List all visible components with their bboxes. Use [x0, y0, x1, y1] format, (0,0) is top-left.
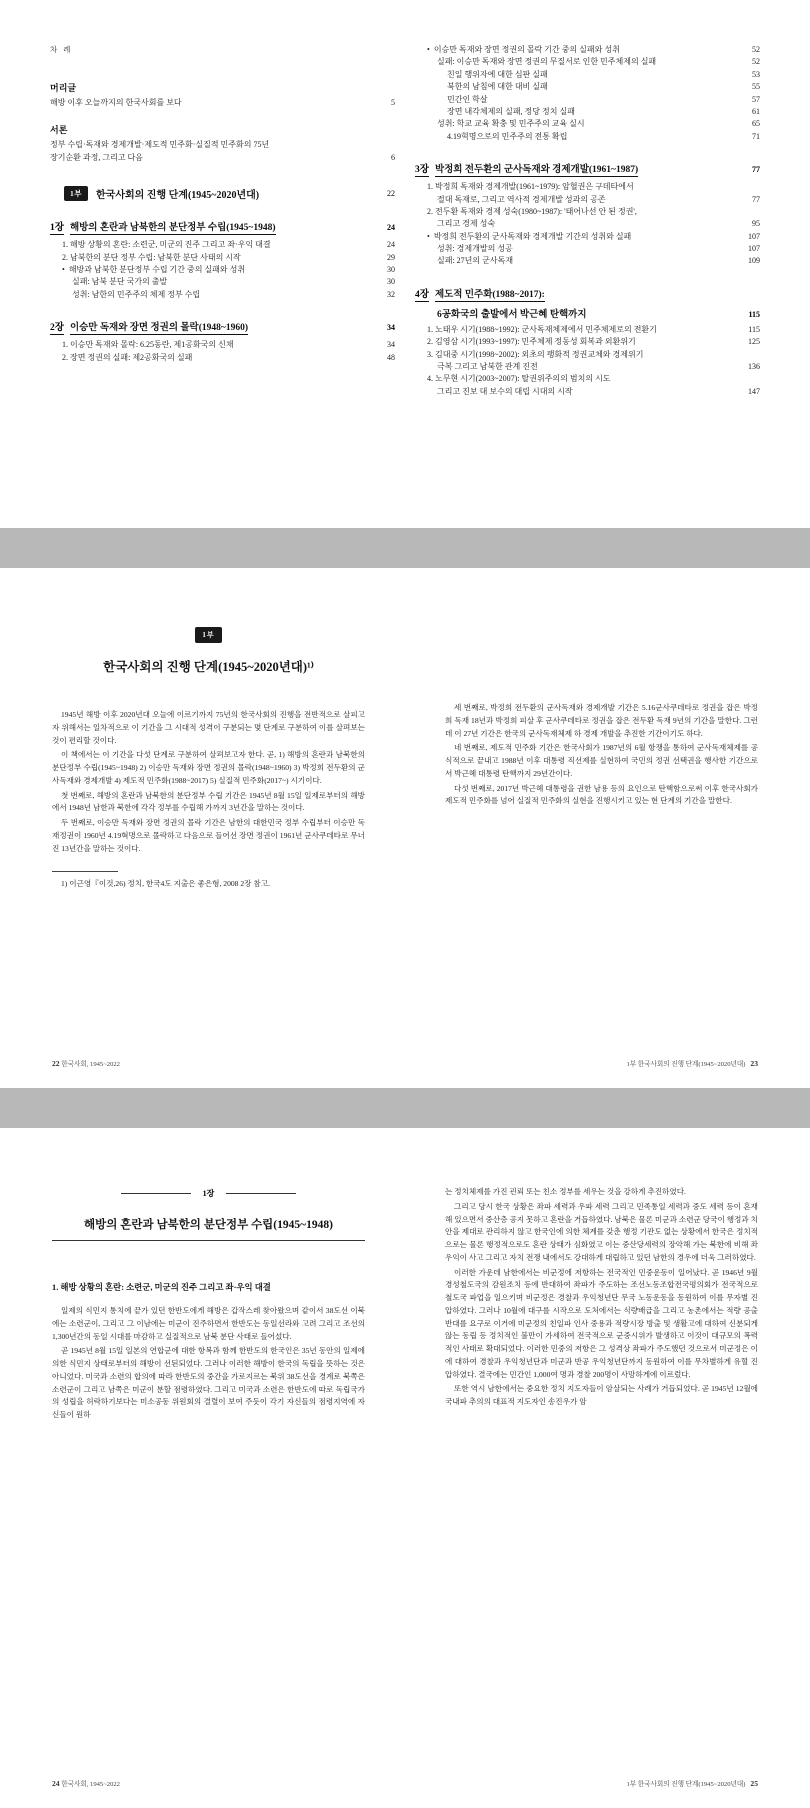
toc-chapter-head[interactable] [415, 286, 760, 302]
chapter-title: 해방의 혼란과 남북한의 분단정부 수립(1945~1948) [84, 1219, 333, 1231]
toc-entry[interactable] [415, 349, 760, 361]
page-title: 한국사회의 진행 단계(1945~2020년대)¹⁾ [103, 660, 314, 674]
toc-entry-page: 71 [752, 131, 760, 141]
toc-entry-page: 34 [387, 340, 395, 350]
toc-entry-page: 107 [748, 244, 760, 254]
toc-entry-label: 정부 수립·독재와 경제개발·제도적 민주화·실질적 민주화의 75년 [50, 140, 270, 150]
body-paragraph: 첫 번째로, 해방의 혼란과 남북한의 분단정부 수립 기간은 1945년 8월 15일 일제로부터의 해방에서 1948년 남한과 북한에 각각 정부를 수립해 가까지 3년간을 말하는 것이다. [52, 790, 365, 813]
toc-entry-label: 해방 이후 오늘까지의 한국사회를 보다 [50, 98, 182, 107]
toc-entry[interactable] [415, 336, 760, 348]
part-page: 22 [387, 189, 395, 199]
chapter-mark [52, 1184, 365, 1202]
toc-entry-label: 실패: 이승만 독재와 장면 정권의 무질서로 인한 민주체제의 실패 [437, 57, 657, 67]
toc-entry[interactable] [415, 81, 760, 93]
chapter-rule-right [226, 1193, 296, 1194]
toc-chapter-subtitle-row[interactable] [415, 306, 760, 320]
body-paragraph: 1945년 해방 이후 2020년대 오늘에 이르기까지 75년의 한국사회의 진행을 전반적으로 살피고자 위해서는 일차적으로 이 기간을 그 시대적 성격이 구분되는 몇 단계로 구분하여 이를 살펴보는 것이 편리할 것이다. [52, 710, 365, 745]
toc-entry-page: 32 [387, 289, 395, 299]
chapter-divider [52, 1240, 365, 1241]
toc-entry-page: 77 [752, 194, 760, 204]
toc-group-title: 머리글 [50, 83, 77, 93]
toc-entry-page: 136 [748, 362, 760, 372]
toc-chapter-2 [50, 319, 395, 364]
folio-text: 한국사회, 1945~2022 [61, 1061, 120, 1068]
toc-entry-label: 그리고 경제 성숙 [437, 219, 496, 229]
toc-entry-label: 친일 행위자에 대한 심판 실패 [447, 69, 548, 79]
footnote: 1) 이근영『이것,26) 정치, 한국4도 지출은 좋은형, 2008 2장 참고. [61, 879, 270, 889]
folio-number: 22 [52, 1059, 60, 1068]
toc-entry[interactable] [415, 194, 760, 206]
folio-number: 25 [750, 1779, 758, 1788]
toc-entry[interactable] [415, 361, 760, 373]
toc-entry[interactable] [415, 324, 760, 336]
toc-entry-page: 109 [748, 256, 760, 266]
toc-entry-page: 5 [391, 98, 395, 107]
toc-left-column [50, 44, 395, 528]
toc-part-1[interactable] [64, 186, 395, 201]
toc-entry-label: 극복 그리고 남북한 관계 진전 [437, 362, 538, 372]
toc-chapter-page: 77 [752, 165, 760, 175]
toc-entry[interactable] [50, 264, 395, 276]
toc-chapter-4 [415, 286, 760, 398]
toc-entry-label: 장기순환 과정, 그리고 다음 [50, 152, 144, 162]
body-paragraph: 일제의 식민지 통치에 끝가 있던 한반도에게 해방은 갑작스레 찾아왔으며 같이서 38도선 이북에는 소련군이, 그리고 그 이남에는 미군이 진주하면서 한반도는 동일선라와 고려 그리고 조선의 1,300년간의 동일 시대를 마감하고 실질적으로 남북 분단 사태로 들어섰다. [52, 1306, 365, 1341]
toc-chapter-page: 34 [387, 323, 395, 333]
part-mark [52, 624, 365, 643]
toc-entry-label: • 이승만 독재와 장면 정권의 몰락 기간 중의 실패와 성취 [433, 45, 620, 54]
toc-entry-page: 30 [387, 264, 395, 274]
toc-entry[interactable] [415, 373, 760, 385]
spread-24-25 [0, 1128, 810, 1808]
toc-header: 차 례 [50, 45, 73, 54]
toc-entry-label: 민간인 학살 [447, 94, 488, 104]
body-paragraph: 다섯 번째로, 2017년 박근혜 대통령을 권한 남용 등의 요인으로 탄핵함으로써 이후 한국사회가 제도적 민주화를 넘어 실질적 민주화의 실현을 진행시키고 있는 현 단계의 기간을 말한다. [445, 783, 758, 806]
toc-entry[interactable] [415, 94, 760, 106]
toc-entry[interactable] [50, 276, 395, 288]
toc-entry-page: 6 [391, 152, 395, 162]
toc-entry[interactable] [50, 252, 395, 264]
body-paragraph: 네 번째로, 제도적 민주화 기간은 한국사회가 1987년의 6월 항쟁을 통하여 군사독재체제를 공식적으로 끝내고 1988년 이후 대통령 직선제를 실현하여 국민의 정권 선택권을 행사한 기간으로서 박근혜 대통령 탄핵까지 29년간이다. [445, 743, 758, 778]
toc-entry-label: 성취: 경제개발의 성공 [437, 244, 513, 254]
part-chip: 1부 [195, 627, 221, 643]
body-paragraph: 이러한 가운데 남한에서는 비군정에 저항하는 전국적인 민중운동이 일어났다. 곧 1946년 9월 경성철도국의 감원조치 등에 반대하여 좌파가 주도하는 조선노동조합전국평의회가 전국적으로 철도국 파업을 일으키며 비군정은 경찰과 우익청년단 무국 노동운동을 동원하여 이를 무자별 진압하였다. 그러나 10월에 대구를 시작으로 도처에서는 식량배급을 그리고 농촌에서는 적량 공출 반대를 요구로 이거에 미군정의 친일파 인사 중용과 적량시장 방출 및 생활고에 대하여 신분되게 않는 동립 등 정치적인 불만이 가세하여 전국적으로 군중시위가 발생하고 이것이 대규모의 폭력적인 사태로 확대되었다. 이러한 민중의 저항은 그 성격상 좌파가 주도했던 것으로서 미군정은 이에 대하여 경찰과 우익청년단과 미군과 반공 우익청년단까지 동원하여 이를 무차별하게 유혈 진압하였다. 결국에는 민간인 1,000여 명과 경찰 200명이 사망하게에 이르렀다. [445, 1267, 758, 1379]
footnote-rule [52, 871, 118, 872]
toc-entry-label: 4. 노무현 시기(2003~2007): 탈권위주의의 범치의 시도 [427, 374, 611, 384]
toc-entry-page: 29 [387, 252, 395, 262]
section-heading: 1. 해방 상황의 혼란: 소련군, 미군의 진주 그리고 좌·우익 대결 [52, 1283, 271, 1292]
toc-chapter-num: 2장 [50, 319, 64, 335]
toc-entry-page: 30 [387, 277, 395, 287]
toc-entry-label: 실패: 남북 분단 국가의 출발 [72, 277, 168, 287]
toc-entry-page: 55 [752, 82, 760, 92]
toc-entry-label: 1. 이승만 독재와 몰락: 6.25동란, 제1공화국의 신채 [62, 340, 234, 350]
toc-entry-label: 2. 장면 정권의 실패: 제2공화국의 실패 [62, 352, 193, 362]
toc-chapter-title: 이승만 독재와 장면 정권의 몰락(1948~1960) [70, 319, 248, 335]
toc-chapter-num: 1장 [50, 219, 64, 235]
body-paragraph: 세 번째로, 박정희 전두환의 군사독재와 경제개발 기간은 5.16군사쿠데타로 정권을 잡은 박정희 독재 18년과 박정희 피살 후 군사쿠데타로 정권을 잡은 전두환 독재 9년의 기간을 말한다. 그런데 이 27년 기간은 한국의 군사독재체제 하 경제 개발을 추진한 기간이기도 하다. [445, 703, 758, 738]
toc-entry[interactable] [50, 152, 395, 164]
part-chip: 1부 [64, 186, 88, 201]
page-22 [0, 568, 405, 1088]
folio-left [52, 1778, 120, 1788]
toc-entry-label: 2. 전두환 독재와 경제 성숙(1980~1987): '태어나선 안 된 정권', [427, 206, 637, 216]
body-paragraph: 는 정치체제를 가진 괸뢰 또는 친소 정부를 세우는 것을 강하게 추진하였다. [445, 1187, 686, 1196]
toc-entry-label: • 박정희 전두환의 군사독재와 경제개발 기간의 성취와 실패 [433, 231, 632, 241]
toc-entry[interactable] [415, 206, 760, 218]
spread-22-23 [0, 568, 810, 1088]
folio-text: 한국사회, 1945~2022 [61, 1781, 120, 1788]
toc-entry-page: 95 [752, 219, 760, 229]
toc-chapter-num: 4장 [415, 286, 429, 302]
toc-entry-page: 52 [752, 57, 760, 67]
toc-group-title: 서론 [50, 125, 68, 136]
toc-entry[interactable] [415, 56, 760, 68]
toc-entry[interactable] [50, 352, 395, 364]
toc-entry-label: 2. 김영삼 시기(1993~1997): 민주체제 정동성 회복과 외환위기 [427, 337, 636, 347]
toc-chapter-num: 3장 [415, 161, 429, 177]
toc-chapter-page: 24 [387, 223, 395, 233]
body-paragraph: 곧 1945년 8월 15일 일본의 연합군에 대한 항복과 함께 한반도의 한국인은 35년 동안의 일제에 의한 식민지 상태로부터의 해방이 선된되었다. 그러나 이러한 해방이 한국의 독립을 뜻하는 것은 아니었다. 미국과 소련의 합의에 따라 한반도의 중간을 가로지르는 북위 38도선을 경계로 북쪽은 소련군이 그리고 남쪽은 미군이 분할 점령하였다. 그리고 미국과 소련은 한반도에 따로 독립국가의 성립을 허락하기보다는 미소공동 위원회의 결렬이 보여 주듯이 각기 자신들의 점령지역에 자신들이 원하 [52, 1346, 365, 1419]
toc-chapter-1 [50, 219, 395, 301]
toc-entry-page: 52 [752, 45, 760, 54]
part-title: 한국사회의 진행 단계(1945~2020년대) [96, 190, 260, 202]
chapter-label: 1장 [202, 1188, 215, 1198]
toc-entry-label: 절대 독재로, 그리고 역사적 경제개발 성과의 공존 [437, 194, 606, 204]
toc-entry[interactable] [415, 118, 760, 130]
page-23 [405, 568, 810, 1088]
folio-right [626, 1778, 758, 1788]
chapter-rule-left [121, 1193, 191, 1194]
toc-group-intro [50, 123, 395, 164]
toc-entry[interactable] [415, 243, 760, 255]
toc-entry-label: 북한의 남침에 대한 대비 실패 [447, 82, 548, 92]
toc-entry-label: 3. 김대중 시기(1998~2002): 외초의 팽화적 정권교체와 경제위기 [427, 349, 644, 359]
toc-entry-label: 장면 내각체제의 실패, 정당 정치 실패 [447, 106, 575, 116]
toc-entry-label: 2. 남북한의 분단 정부 수립: 남북한 분단 사태의 시작 [62, 252, 241, 262]
toc-entry-page: 125 [748, 337, 760, 347]
page-gap [0, 528, 810, 568]
page-gap [0, 1088, 810, 1128]
toc-spread [0, 0, 810, 528]
toc-entry[interactable] [415, 231, 760, 243]
toc-entry-label: 성취: 학교 교육 확충 및 민주주의 교육 실시 [437, 119, 585, 129]
toc-entry-page: 115 [748, 324, 760, 334]
toc-entry-page: 147 [748, 386, 760, 396]
toc-entry[interactable] [415, 69, 760, 81]
toc-entry-label: 4.19혁명으로의 민주주의 전통 확립 [447, 131, 568, 141]
page-top-spacer [445, 624, 758, 702]
toc-chapter-head[interactable] [415, 161, 760, 177]
toc-right-column [415, 44, 760, 528]
toc-entry[interactable] [415, 106, 760, 118]
toc-entry[interactable] [415, 181, 760, 193]
toc-entry[interactable] [415, 255, 760, 267]
toc-entry-label: 1. 해방 상황의 혼란: 소련군, 미군의 진주 그리고 좌·우익 대결 [62, 240, 271, 250]
toc-entry[interactable] [50, 289, 395, 301]
folio-number: 24 [52, 1779, 60, 1788]
folio-left [52, 1058, 120, 1068]
body-paragraph: 두 번째로, 이승만 독재와 장면 정권의 몰락 기간은 남한의 대한민국 정부 수립부터 이승만 독재정권이 1960년 4.19혁명으로 몰락하고 다음으로 들어선 장면 정권이 1961년 군사쿠데타로 무너진 13년간을 말하는 것이다. [52, 818, 365, 853]
toc-entry-label: 1. 박정희 독재와 경제개발(1961~1979): 암혈권은 구데타에서 [427, 182, 634, 192]
toc-chapter-subtitle-page: 115 [748, 309, 760, 319]
page-24 [0, 1128, 405, 1808]
toc-chapter-head[interactable] [50, 219, 395, 235]
toc-chapter-head[interactable] [50, 319, 395, 335]
toc-entry-page: 107 [748, 231, 760, 241]
toc-entry-label: • 해방과 남북한 분단정부 수립 기간 중의 실패와 성취 [68, 264, 246, 274]
toc-group-preface [50, 81, 395, 109]
toc-chapter-title: 해방의 혼란과 남북한의 분단정부 수립(1945~1948) [70, 219, 276, 235]
toc-entry[interactable] [50, 97, 395, 109]
folio-text: 1부 한국사회의 진행 단계(1945~2020년대) [626, 1781, 746, 1788]
body-paragraph: 또한 역시 남한에서는 중요한 정치 지도자들이 암살되는 사례가 거듭되었다. 곧 1945년 12월에 국내파 추의의 대표적 지도자인 송진우가 암 [445, 1384, 758, 1406]
toc-entry-page: 57 [752, 94, 760, 104]
toc-entry[interactable] [415, 218, 760, 230]
toc-entry[interactable] [50, 239, 395, 251]
toc-entry-page: 53 [752, 69, 760, 79]
toc-entry-label: 1. 노태우 시기(1988~1992): 군사독재체제에서 민주체제로의 전환기 [427, 324, 657, 334]
body-paragraph: 이 책에서는 이 기간을 다섯 단계로 구분하여 살펴보고자 한다. 곧, 1) 해방의 혼란과 남북한의 분단정부 수립(1945~1948) 2) 이승만 독재와 장면 정권의 몰락(1948~1960) 3) 박정희 전두환의 군사독재와 경제개발 4) 제도적 민주화(1988~2017) 5) 실질적 민주화(2017~) 시기이다. [52, 750, 365, 785]
folio-text: 1부 한국사회의 진행 단계(1945~2020년대) [626, 1061, 746, 1068]
toc-entry[interactable] [50, 139, 395, 151]
toc-entry-page: 65 [752, 119, 760, 129]
toc-entry[interactable] [415, 131, 760, 143]
toc-chapter-title: 제도적 민주화(1988~2017): [435, 286, 545, 302]
toc-chapter-3 [415, 161, 760, 268]
toc-entry-page: 48 [387, 352, 395, 362]
body-paragraph: 그리고 당시 한국 상황은 좌파 세력과 우파 세력 그리고 민족통일 세력과 중도 세력 등이 혼재해 있으면서 중산층 공지 못하고 혼란을 거듭하였다. 남북은 물론 미군과 소련군 당국이 행정과 치안을 제대로 관리하지 않고 한국인에 의한 체계를 갖춘 행정 기관도 없는 상황에서 한국은 정치적으로는 물론 행정적으로도 혼란 상태가 심화였고 이는 중산당세력의 장악해 가는 북한에 비해 좌우익이 사고 그리고 자치 전쟁 내에서도 강대하게 대립하고 있던 남한의 경우에 더욱 그러하였다. [445, 1201, 758, 1262]
toc-entry[interactable] [50, 339, 395, 351]
toc-entry-label: 그리고 진보 대 보수의 대립 시대의 시작 [437, 386, 573, 396]
folio-number: 23 [750, 1059, 758, 1068]
toc-entry-page: 24 [387, 240, 395, 250]
toc-entry[interactable] [415, 44, 760, 56]
folio-right [626, 1058, 758, 1068]
toc-chapter-subtitle: 6공화국의 출발에서 박근혜 탄핵까지 [437, 309, 587, 320]
toc-chapter-title: 박정희 전두환의 군사독재와 경제개발(1961~1987) [435, 161, 638, 177]
toc-entry-label: 성취: 남한의 민주주의 체제 정부 수립 [72, 289, 201, 299]
toc-entry-page: 61 [752, 106, 760, 116]
toc-entry-label: 실패: 27년의 군사독재 [437, 256, 514, 266]
toc-entry[interactable] [415, 386, 760, 398]
page-25 [405, 1128, 810, 1808]
